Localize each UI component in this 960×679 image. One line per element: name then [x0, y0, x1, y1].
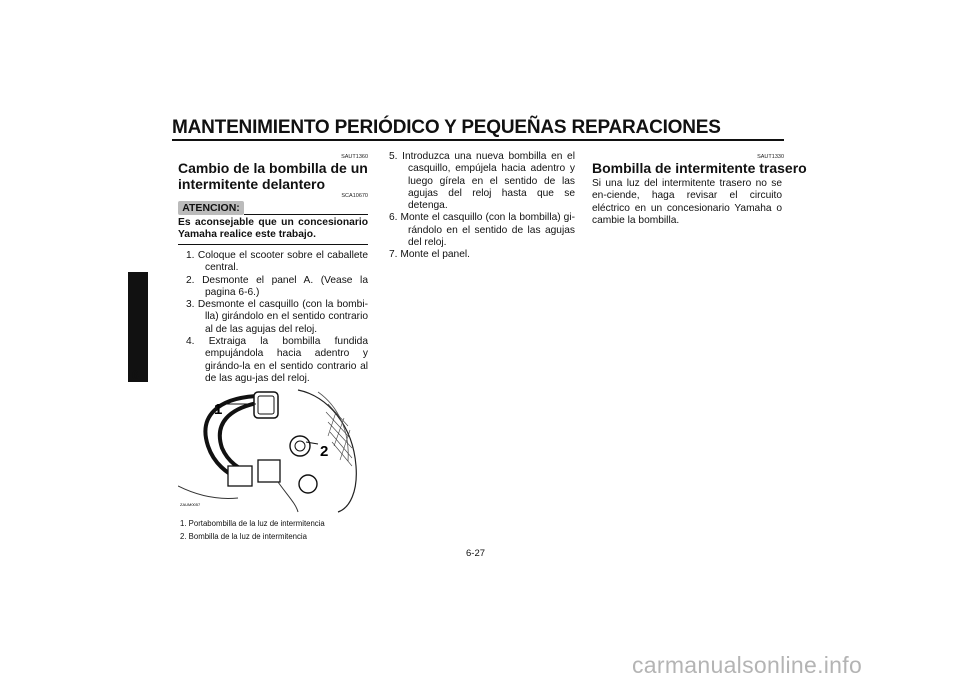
step-item: 3. Desmonte el casquillo (con la bombi-lla) girándolo en el sentido contrario al de las agujas del reloj.	[186, 299, 368, 335]
attention-rule-bottom	[178, 244, 368, 245]
section-title: Bombilla de intermitente trasero	[592, 160, 807, 176]
header-rule	[172, 139, 784, 141]
section-body-text: Si una luz del intermitente trasero no se en-ciende, haga revisar el circuito eléctrico en un concesionario Yamaha o cambie la bombilla.	[592, 178, 782, 226]
figure-captions	[180, 518, 380, 543]
step-item: 7. Monte el panel.	[389, 249, 470, 261]
attention-heading	[178, 201, 368, 215]
steps-list-middle	[389, 151, 575, 262]
attention-text: Es aconsejable que un concesionario Yamaha realice este trabajo.	[178, 217, 368, 241]
figure-callout-2: 2	[320, 443, 329, 460]
bulb-illustration	[178, 386, 368, 514]
step-item: 5. Introduzca una nueva bombilla en el casquillo, empújela hacia adentro y luego gírela en el sentido de las agujas del reloj hasta que se detenga.	[389, 151, 575, 212]
attention-label: ATENCION:	[178, 201, 244, 215]
steps-list-left	[186, 250, 368, 385]
section-title-line-2: intermitente delantero	[178, 176, 326, 192]
figure-code: ZAUM0057	[180, 502, 201, 507]
section-title-line-1: Cambio de la bombilla de un	[178, 160, 368, 176]
caption-item: 1. Portabombilla de la luz de intermitencia	[180, 519, 325, 528]
section-code: SAUT1330	[757, 154, 784, 160]
step-item: 2. Desmonte el panel A. (Vease la pagina 6-6.)	[186, 274, 368, 298]
watermark: carmanualsonline.info	[632, 652, 863, 678]
section-title	[178, 160, 378, 192]
attention-rule-top	[244, 214, 368, 215]
attention-code: SCA10670	[341, 193, 368, 199]
section-code: SAUT1360	[341, 154, 368, 160]
turn-signal-bulb-figure	[178, 386, 368, 514]
page-header-title: MANTENIMIENTO PERIÓDICO Y PEQUEÑAS REPARACIONES	[172, 117, 721, 138]
chapter-number: 6	[132, 368, 139, 382]
step-item: 4. Extraiga la bombilla fundida empujándola hacia adentro y girándo-la en el sentido contrario al de las agu-jas del reloj.	[186, 336, 368, 384]
step-item: 1. Coloque el scooter sobre el caballete central.	[186, 250, 368, 274]
chapter-tab	[128, 272, 148, 382]
figure-callout-1: 1	[214, 401, 223, 418]
page-number: 6-27	[466, 548, 486, 559]
caption-item: 2. Bombilla de la luz de intermitencia	[180, 531, 307, 541]
step-item: 6. Monte el casquillo (con la bombilla) gi-rándolo en el sentido de las agujas del reloj.	[389, 212, 575, 249]
